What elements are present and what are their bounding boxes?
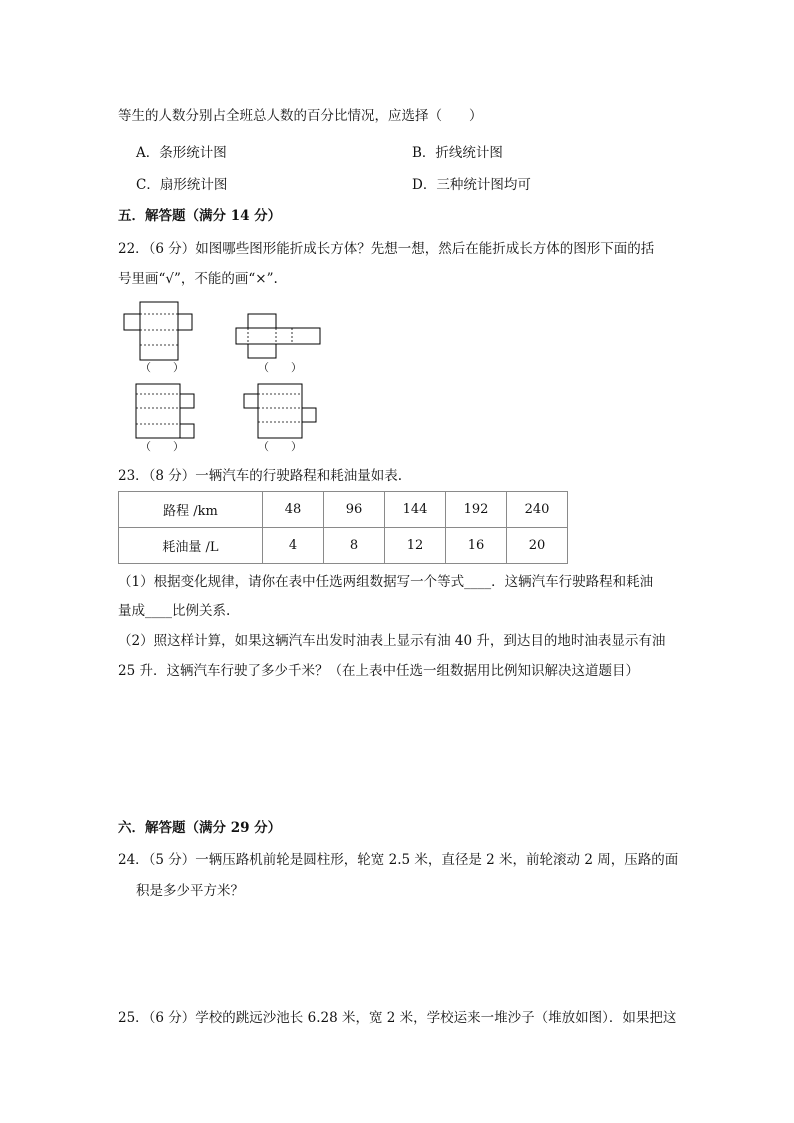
answer-paren-2[interactable]: （ ） xyxy=(258,361,302,374)
q21-option-a: A．条形统计图 xyxy=(136,145,227,161)
q21-stem: 等生的人数分别占全班总人数的百分比情况，应选择（ ） xyxy=(118,108,483,124)
q23-part1-line2: 量成____比例关系. xyxy=(118,603,231,619)
table-cell: 96 xyxy=(324,492,385,528)
answer-paren-1[interactable]: （ ） xyxy=(140,361,184,374)
q23-part2-line2: 25 升．这辆汽车行驶了多少千米？（在上表中任选一组数据用比例知识解决这道题目） xyxy=(118,663,639,679)
q24-stem-line2: 积是多少平方米？ xyxy=(136,883,244,899)
net-figure-1 xyxy=(120,300,200,364)
section-5-title: 五．解答题（满分 14 分） xyxy=(118,208,282,224)
q21-option-b: B．折线统计图 xyxy=(412,145,503,161)
net-figure-4 xyxy=(240,380,324,442)
net-figure-3 xyxy=(130,380,200,442)
net-figure-2 xyxy=(232,310,324,362)
section-6-title: 六．解答题（满分 29 分） xyxy=(118,820,282,836)
table-row xyxy=(119,492,568,528)
q21-option-d: D．三种统计图均可 xyxy=(412,177,531,193)
answer-paren-4[interactable]: （ ） xyxy=(258,440,302,453)
table-cell: 48 xyxy=(263,492,324,528)
table-cell: 16 xyxy=(446,528,507,564)
q22-stem-line2: 号里画“√”，不能的画“×”. xyxy=(118,271,278,287)
q24-stem-line1: 24．（5 分）一辆压路机前轮是圆柱形，轮宽 2.5 米，直径是 2 米，前轮滚动 2 周，压路的面 xyxy=(118,852,679,868)
table-cell: 4 xyxy=(263,528,324,564)
table-cell: 144 xyxy=(385,492,446,528)
row-label-fuel: 耗油量 /L xyxy=(119,528,263,564)
table-row xyxy=(119,528,568,564)
q23-part1-line1: （1）根据变化规律，请你在表中任选两组数据写一个等式____．这辆汽车行驶路程和耗油 xyxy=(118,574,654,590)
table-cell: 240 xyxy=(507,492,568,528)
q23-part2-line1: （2）照这样计算，如果这辆汽车出发时油表上显示有油 40 升，到达目的地时油表显示有油 xyxy=(118,633,666,649)
table-cell: 192 xyxy=(446,492,507,528)
q25-stem-line1: 25．（6 分）学校的跳远沙池长 6.28 米，宽 2 米，学校运来一堆沙子（堆放如图）．如果把这 xyxy=(118,1010,677,1026)
answer-paren-3[interactable]: （ ） xyxy=(140,440,184,453)
table-cell: 20 xyxy=(507,528,568,564)
fuel-table xyxy=(118,491,568,564)
table-cell: 8 xyxy=(324,528,385,564)
q21-option-c: C．扇形统计图 xyxy=(136,177,228,193)
table-cell: 12 xyxy=(385,528,446,564)
q23-intro: 23．（8 分）一辆汽车的行驶路程和耗油量如表. xyxy=(118,468,403,484)
row-label-distance: 路程 /km xyxy=(119,492,263,528)
q22-stem-line1: 22．（6 分）如图哪些图形能折成长方体？先想一想，然后在能折成长方体的图形下面的括 xyxy=(118,241,655,257)
